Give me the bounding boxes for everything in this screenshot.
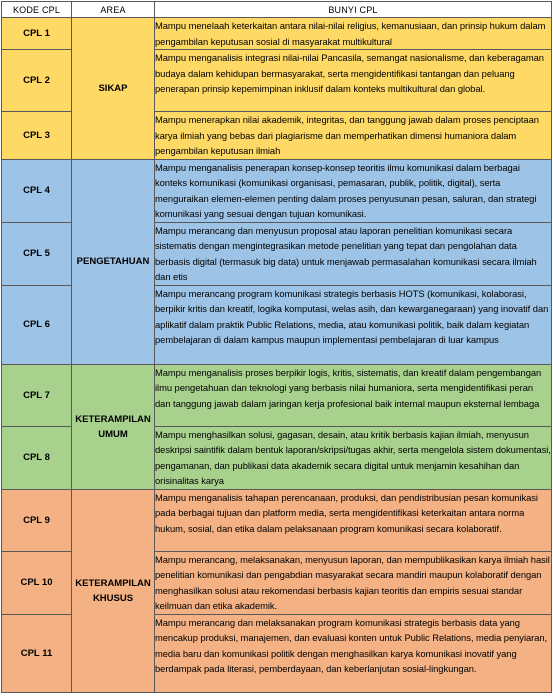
- cpl-text: Mampu merancang program komunikasi strategis berbasis HOTS (komunikasi, kolaborasi, berpikir kritis dan kreatif, logika komputasi, welas asih, dan kewarganegaraan) yang inovatif dan aplikatif dalam praktik Public Relations, media, atau komunikasi politik, baik dalam kegiatan pembelajaran di dalam kampus maupun implementasi pembelajaran di luar kampus: [155, 285, 552, 364]
- cpl-code: CPL 4: [2, 159, 72, 222]
- area-label: KHUSUS: [92, 592, 134, 604]
- area-sikap: [72, 18, 155, 160]
- cpl-code: CPL 11: [2, 614, 72, 692]
- area-keterampilan-umum: [72, 364, 155, 489]
- area-label: UMUM: [98, 428, 128, 440]
- area-label: SIKAP: [98, 82, 128, 94]
- table-row: [2, 364, 552, 426]
- cpl-code: CPL 9: [2, 489, 72, 551]
- cpl-code: CPL 2: [2, 50, 72, 112]
- cpl-text: Mampu menghasilkan solusi, gagasan, desain, atau kritik berbasis kajian ilmiah, menyusun deskripsi saintifik dalam bentuk laporan/skripsi/tugas akhir, serta mengelola sistem dokumentasi, pengamanan, dan publikasi data akademik secara digital untuk menjamin kesahihan dan orisinalitas karya: [155, 426, 552, 489]
- area-label: KETERAMPILAN: [75, 413, 151, 425]
- area-keterampilan-khusus: [72, 489, 155, 692]
- cpl-text: Mampu menganalisis integrasi nilai-nilai Pancasila, semangat nasionalisme, dan keberagaman budaya dalam kehidupan bermasyarakat, serta mengidentifikasi tantangan dan peluang penerapan prinsip kepemimpinan inklusif dalam konteks multikultural dan global.: [155, 50, 552, 112]
- cpl-code: CPL 1: [2, 18, 72, 50]
- cpl-text: Mampu merancang dan menyusun proposal atau laporan penelitian komunikasi secara sistematis dengan mengintegrasikan metode penelitian yang tepat dan pengolahan data berbasis digital (termasuk big data) untuk menjawab permasalahan komunikasi secara ilmiah dan etis: [155, 222, 552, 285]
- cpl-code: CPL 6: [2, 285, 72, 364]
- header-bunyi-cpl: BUNYI CPL: [155, 2, 552, 18]
- cpl-text: Mampu menerapkan nilai akademik, integritas, dan tanggung jawab dalam proses penciptaan karya ilmiah yang bebas dari plagiarisme dan memperhatikan dimensi humaniora dalam pengambilan keputusan ilmiah: [155, 112, 552, 160]
- cpl-code: CPL 8: [2, 426, 72, 489]
- cpl-text: Mampu merancang dan melaksanakan program komunikasi strategis berbasis data yang mencakup produksi, manajemen, dan evaluasi konten untuk Public Relations, media penyiaran, media baru dan komunikasi politik dengan menghasilkan karya komunikasi inovatif yang berdampak pada literasi, pemberdayaan, dan keberlanjutan sosial-lingkungan.: [155, 614, 552, 692]
- area-label: KETERAMPILAN: [75, 577, 151, 589]
- header-row: [2, 2, 552, 18]
- cpl-text: Mampu menganalisis penerapan konsep-konsep teoritis ilmu komunikasi dalam berbagai konteks komunikasi (komunikasi organisasi, pemasaran, publik, politik, digital), serta menguraikan elemen-elemen penting dalam proses penyusunan pesan, saluran, dan strategi komunikasi yang sesuai dengan tujuan komunikasi.: [155, 159, 552, 222]
- header-area: AREA: [72, 2, 155, 18]
- cpl-text: Mampu menelaah keterkaitan antara nilai-nilai religius, kemanusiaan, dan prinsip hukum dalam pengambilan keputusan sosial di masyarakat multikultural: [155, 18, 552, 50]
- table-row: [2, 18, 552, 50]
- header-kode-cpl: KODE CPL: [2, 2, 72, 18]
- cpl-text: Mampu menganalisis tahapan perencanaan, produksi, dan pendistribusian pesan komunikasi pada berbagai tujuan dan platform media, serta mengidentifikasi keterkaitan antara norma hukum, sosial, dan etika dalam pelaksanaan program komunikasi secara kolaboratif.: [155, 489, 552, 551]
- cpl-code: CPL 5: [2, 222, 72, 285]
- cpl-code: CPL 3: [2, 112, 72, 160]
- cpl-code: CPL 10: [2, 551, 72, 614]
- table-row: [2, 159, 552, 222]
- cpl-table: [1, 1, 552, 693]
- cpl-text: Mampu menganalisis proses berpikir logis, kritis, sistematis, dan kreatif dalam pengembangan ilmu pengetahuan dan teknologi yang berbasis nilai humaniora, serta mengidentifikasi peran dan tanggung jawab dalam jaringan kerja profesional baik internal maupun eksternal lembaga: [155, 364, 552, 426]
- table-row: [2, 489, 552, 551]
- area-label: PENGETAHUAN: [76, 256, 150, 267]
- cpl-text: Mampu merancang, melaksanakan, menyusun laporan, dan mempublikasikan karya ilmiah hasil penelitian komunikasi dan pengabdian masyarakat secara mandiri maupun kolaboratif dengan menghasilkan solusi atau rekomendasi berbasis kajian teoritis dan empiris sesuai standar keilmuan dan etika akademik.: [155, 551, 552, 614]
- cpl-code: CPL 7: [2, 364, 72, 426]
- area-pengetahuan: [72, 159, 155, 364]
